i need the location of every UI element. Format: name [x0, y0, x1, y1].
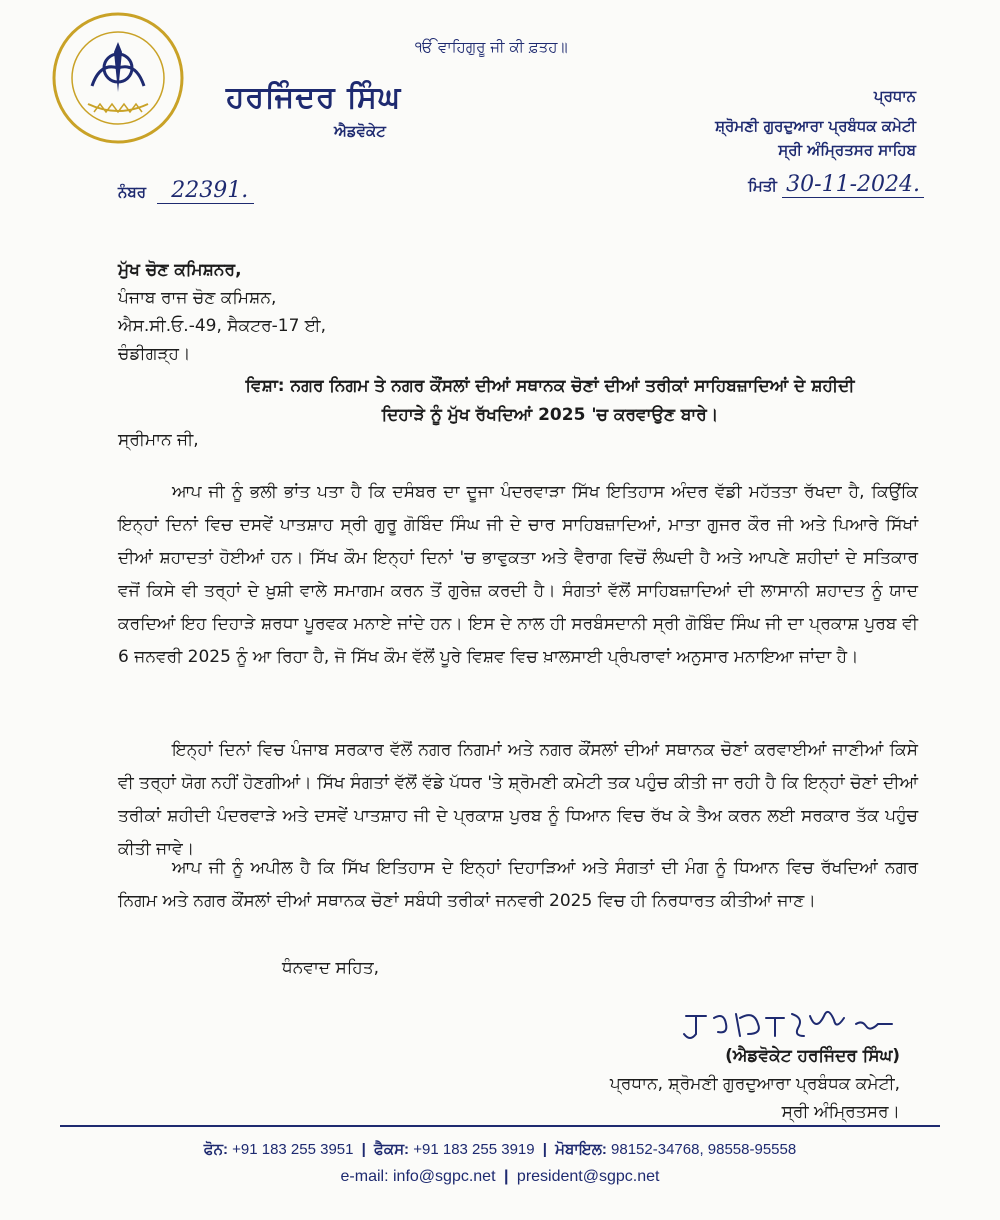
footer-divider [60, 1125, 940, 1127]
closing-text: ਧੰਨਵਾਦ ਸਹਿਤ, [282, 958, 380, 978]
salutation: ਸ੍ਰੀਮਾਨ ਜੀ, [118, 430, 199, 450]
footer-separator: | [361, 1141, 366, 1158]
footer-contacts [0, 1141, 1000, 1158]
email-info: info@sgpc.net [393, 1168, 496, 1185]
org-place: ਸ੍ਰੀ ਅੰਮ੍ਰਿਤਸਰ ਸਾਹਿਬ [778, 141, 916, 159]
subject-line: ਵਿਸ਼ਾ: ਨਗਰ ਨਿਗਮ ਤੇ ਨਗਰ ਕੌਂਸਲਾਂ ਦੀਆਂ ਸਥਾਨਕ ਚੋਣਾਂ ਦੀਆਂ ਤਰੀਕਾਂ ਸਾਹਿਬਜ਼ਾਦਿਆਂ ਦੇ ਸ਼ਹੀਦੀ [245, 376, 855, 396]
addressee-line: ਮੁੱਖ ਚੋਣ ਕਮਿਸ਼ਨਰ, [118, 260, 242, 280]
addressee-block [118, 256, 326, 368]
addressee-line: ਐਸ.ਸੀ.ਓ.-49, ਸੈਕਟਰ-17 ਈ, [118, 316, 326, 336]
post-title: ਪ੍ਰਧਾਨ [873, 87, 916, 105]
ref-label: ਨੰਬਰ [118, 183, 147, 201]
body-paragraph: ਇਨ੍ਹਾਂ ਦਿਨਾਂ ਵਿਚ ਪੰਜਾਬ ਸਰਕਾਰ ਵੱਲੋਂ ਨਗਰ ਨਿਗਮਾਂ ਅਤੇ ਨਗਰ ਕੌਂਸਲਾਂ ਦੀਆਂ ਸਥਾਨਕ ਚੋਣਾਂ ਕਰਵਾਈਆਂ ਜਾਣੀਆਂ ਕਿਸੇ ਵੀ ਤਰ੍ਹਾਂ ਯੋਗ ਨਹੀਂ ਹੋਣਗੀਆਂ। ਸਿੱਖ ਸੰਗਤਾਂ ਵੱਲੋਂ ਵੱਡੇ ਪੱਧਰ 'ਤੇ ਸ਼੍ਰੋਮਣੀ ਕਮੇਟੀ ਤਕ ਪਹੁੰਚ ਕੀਤੀ ਜਾ ਰਹੀ ਹੈ ਕਿ ਇਨ੍ਹਾਂ ਚੋਣਾਂ ਦੀਆਂ ਤਰੀਕਾਂ ਸ਼ਹੀਦੀ ਪੰਦਰਵਾੜੇ ਅਤੇ ਦਸਵੇਂ ਪਾਤਸ਼ਾਹ ਜੀ ਦੇ ਪ੍ਰਕਾਸ਼ ਪੁਰਬ ਨੂੰ ਧਿਆਨ ਵਿਚ ਰੱਖ ਕੇ ਤੈਅ ਕਰਨ ਲਈ ਸਰਕਾਰ ਤੱਕ ਪਹੁੰਚ ਕੀਤੀ ਜਾਵੇ। [118, 740, 918, 859]
mobile-label: ਮੋਬਾਇਲ: [555, 1141, 607, 1158]
sender-name: ਹਰਜਿੰਦਰ ਸਿੰਘ [226, 80, 402, 115]
footer-separator: | [542, 1141, 547, 1158]
signer-place: ਸ੍ਰੀ ਅੰਮ੍ਰਿਤਸਰ। [781, 1102, 900, 1122]
signer-designation: ਪ੍ਰਧਾਨ, ਸ਼੍ਰੋਮਣੀ ਗੁਰਦੁਆਰਾ ਪ੍ਰਬੰਧਕ ਕਮੇਟੀ, [609, 1074, 900, 1094]
mobile-numbers: 98152-34768, 98558-95558 [611, 1141, 797, 1158]
signer-block [610, 1042, 900, 1126]
addressee-line: ਪੰਜਾਬ ਰਾਜ ਚੋਣ ਕਮਿਸ਼ਨ, [118, 288, 277, 308]
body-paragraph: ਆਪ ਜੀ ਨੂੰ ਅਪੀਲ ਹੈ ਕਿ ਸਿੱਖ ਇਤਿਹਾਸ ਦੇ ਇਨ੍ਹਾਂ ਦਿਹਾੜਿਆਂ ਅਤੇ ਸੰਗਤਾਂ ਦੀ ਮੰਗ ਨੂੰ ਧਿਆਨ ਵਿਚ ਰੱਖਦਿਆਂ ਨਗਰ ਨਿਗਮ ਅਤੇ ਨਗਰ ਕੌਂਸਲਾਂ ਦੀਆਂ ਸਥਾਨਕ ਚੋਣਾਂ ਸਬੰਧੀ ਤਰੀਕਾਂ ਜਨਵਰੀ 2025 ਵਿਚ ਹੀ ਨਿਰਧਾਰਤ ਕੀਤੀਆਂ ਜਾਣ। [118, 858, 918, 911]
footer-separator: | [503, 1168, 509, 1185]
footer-emails [0, 1168, 1000, 1186]
phone-number: +91 183 255 3951 [232, 1141, 354, 1158]
phone-label: ਫੋਨ: [203, 1141, 228, 1158]
email-label: e-mail: [340, 1168, 389, 1185]
email-president: president@sgpc.net [516, 1168, 660, 1185]
org-block [715, 84, 916, 162]
subject-block [150, 372, 950, 430]
fax-number: +91 183 255 3919 [413, 1141, 535, 1158]
date-value: 30-11-2024. [782, 172, 924, 198]
reference-date [748, 172, 924, 197]
invocation-text: ੴ ਵਾਹਿਗੁਰੂ ਜੀ ਕੀ ਫ਼ਤਹ॥ [415, 38, 568, 56]
fax-label: ਫੈਕਸ: [374, 1141, 410, 1158]
addressee-line: ਚੰਡੀਗੜ੍ਹ। [118, 344, 191, 364]
handwritten-signature [680, 1004, 900, 1044]
body-paragraph: ਆਪ ਜੀ ਨੂੰ ਭਲੀ ਭਾਂਤ ਪਤਾ ਹੈ ਕਿ ਦਸੰਬਰ ਦਾ ਦੂਜਾ ਪੰਦਰਵਾੜਾ ਸਿੱਖ ਇਤਿਹਾਸ ਅੰਦਰ ਵੱਡੀ ਮਹੱਤਤਾ ਰੱਖਦਾ ਹੈ, ਕਿਉਂਕਿ ਇਨ੍ਹਾਂ ਦਿਨਾਂ ਵਿਚ ਦਸਵੇਂ ਪਾਤਸ਼ਾਹ ਸ੍ਰੀ ਗੁਰੂ ਗੋਬਿੰਦ ਸਿੰਘ ਜੀ ਦੇ ਚਾਰ ਸਾਹਿਬਜ਼ਾਦਿਆਂ, ਮਾਤਾ ਗੁਜਰ ਕੌਰ ਜੀ ਅਤੇ ਪਿਆਰੇ ਸਿੱਖਾਂ ਦੀਆਂ ਸ਼ਹਾਦਤਾਂ ਹੋਈਆਂ ਹਨ। ਸਿੱਖ ਕੌਮ ਇਨ੍ਹਾਂ ਦਿਨਾਂ 'ਚ ਭਾਵੁਕਤਾ ਅਤੇ ਵੈਰਾਗ ਵਿਚੋਂ ਲੰਘਦੀ ਹੈ ਅਤੇ ਆਪਣੇ ਸ਼ਹੀਦਾਂ ਦੇ ਸਤਿਕਾਰ ਵਜੋਂ ਕਿਸੇ ਵੀ ਤਰ੍ਹਾਂ ਦੇ ਖ਼ੁਸ਼ੀ ਵਾਲੇ ਸਮਾਗਮ ਕਰਨ ਤੋਂ ਗੁਰੇਜ਼ ਕਰਦੀ ਹੈ। ਸੰਗਤਾਂ ਵੱਲੋਂ ਸਾਹਿਬਜ਼ਾਦਿਆਂ ਦੀ ਲਾਸਾਨੀ ਸ਼ਹਾਦਤ ਨੂੰ ਯਾਦ ਕਰਦਿਆਂ ਇਹ ਦਿਹਾੜੇ ਸ਼ਰਧਾ ਪੂਰਵਕ ਮਨਾਏ ਜਾਂਦੇ ਹਨ। ਇਸ ਦੇ ਨਾਲ ਹੀ ਸਰਬੰਸਦਾਨੀ ਸ੍ਰੀ ਗੋਬਿੰਦ ਸਿੰਘ ਜੀ ਦਾ ਪ੍ਰਕਾਸ਼ ਪੁਰਬ ਵੀ 6 ਜਨਵਰੀ 2025 ਨੂੰ ਆ ਰਿਹਾ ਹੈ, ਜੋ ਸਿੱਖ ਕੌਮ ਵੱਲੋਂ ਪੂਰੇ ਵਿਸ਼ਵ ਵਿਚ ਖ਼ਾਲਸਾਈ ਪ੍ਰੰਪਰਾਵਾਂ ਅਨੁਸਾਰ ਮਨਾਇਆ ਜਾਂਦਾ ਹੈ। [118, 482, 918, 667]
ref-number-value: 22391. [157, 178, 254, 204]
reference-number [118, 178, 254, 203]
sender-title: ਐਡਵੋਕੇਟ [334, 122, 386, 140]
date-label: ਮਿਤੀ [748, 177, 777, 195]
subject-line: ਦਿਹਾੜੇ ਨੂੰ ਮੁੱਖ ਰੱਖਦਿਆਂ 2025 'ਚ ਕਰਵਾਉਣ ਬਾਰੇ। [381, 405, 719, 425]
signer-name: (ਐਡਵੋਕੇਟ ਹਰਜਿੰਦਰ ਸਿੰਘ) [725, 1046, 900, 1066]
sgpc-seal-icon [48, 8, 188, 148]
org-name: ਸ਼੍ਰੋਮਣੀ ਗੁਰਦੁਆਰਾ ਪ੍ਰਬੰਧਕ ਕਮੇਟੀ [715, 117, 916, 135]
